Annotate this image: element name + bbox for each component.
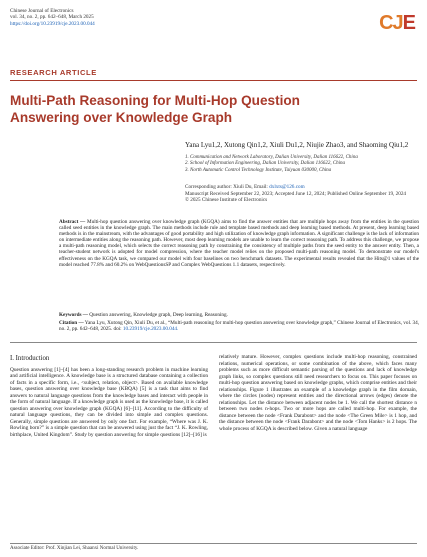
cje-logo: CJE (379, 12, 415, 34)
affiliation-1: 1. Communication and Network Laboratory, Dalian University, Dalian 116622, China (185, 155, 358, 160)
article-type: RESEARCH ARTICLE (10, 68, 97, 77)
abstract (59, 219, 419, 268)
citation-text: Yana Lyu, Xutong Qin, Xiuli Du, et al., “Multi-path reasoning for multi-hop question answering over knowledge graph,” Chinese Journal of Electronics, vol. 34, no. 2, pp. 642–648, 2025. doi: (59, 320, 419, 333)
citation-label: Citation — (59, 320, 84, 326)
abstract-label: Abstract — (59, 219, 86, 225)
journal-header (10, 8, 310, 27)
journal-name: Chinese Journal of Electronics (10, 8, 74, 14)
paper-title: Multi-Path Reasoning for Multi-Hop Question Answering over Knowledge Graph (10, 93, 300, 125)
associate-editor-note: Associate Editor: Prof. Xinjian Lei, Shaanxi Normal University. (10, 546, 139, 551)
citation-doi[interactable]: 10.23919/cje.2023.00.044. (122, 326, 179, 333)
author-email[interactable]: dxlxts@126.com (269, 184, 305, 190)
affiliation-3: 3. North Automatic Control Technology Institute, Taiyuan 030000, China (185, 167, 332, 173)
footer-divider (10, 543, 417, 544)
corresponding-author: Corresponding author: Xiuli Du, Email: dxlxts@126.com (185, 184, 305, 190)
doi-link[interactable]: https://doi.org/10.23919/cje.2023.00.044 (10, 20, 95, 27)
intro-paragraph-left: Question answering [1]–[4] has been a long-standing research problem in machine learning and artificial intelligence. A knowledge base is a structured database containing a collection of facts in a specific form, i.e., <subject, relation, object>. Based on available knowledge bases, question answering over knowledge base (KBQA) [5] is a task that aims to find answers to natural language questions from the knowledge bases and interact with people in the form of natural language. If a knowledge graph is used as the knowledge base, it is called question answering over knowledge graph (KGQA) [6]–[11]. According to the difficulty of natural language questions, they can be divided into simple and complex questions. Generally, simple questions are answered by only one fact. For example, “Where was J. K. Rowling born?” is a simple question that can be answered using just the fact “J. K. Rowling, birthplace, United Kingdom”. Study by question answering for simple questions [12]–[16] is (10, 366, 208, 439)
correspondence-block (185, 184, 425, 204)
keywords-text: Question answering, Knowledge graph, Deep learning, Reasoning. (89, 312, 228, 318)
section-title: I. Introduction (10, 355, 50, 362)
copyright: © 2025 Chinese Institute of Electronics (185, 197, 268, 203)
volume-line: vol. 34, no. 2, pp. 642–648, March 2025 (10, 14, 94, 21)
keywords (59, 312, 419, 318)
affiliation-2: 2. School of Information Engineering, Dalian University, Dalian 116622, China (185, 161, 346, 167)
header-divider (10, 80, 417, 81)
affiliations (185, 155, 420, 174)
manuscript-dates: Manuscript Received September 22, 2023; Accepted June 12, 2024; Published Online September 19, 2024 (185, 190, 407, 197)
intro-paragraph-right: relatively mature. However, complex questions include multi-hop reasoning, constrained relations, numerical operations, or some combination of the above, which faces many problems such as more difficult semantic parsing of the questions and lack of knowledge graph links, so complex questions still need researchers to focus on. This paper focuses on multi-hop question answering based on knowledge graphs, which comprise entities and their relationships. Figure 1 illustrates an example of a knowledge graph in the film domain, where the circles (nodes) represent entities and the directional arrows (edges) denote the relationships. Let the distance between adjacent nodes be 1. We call the shortest distance n between two nodes n-hops. Two or more hops are called multi-hop. For example, the distance between the node <Frank Darabont> and the node <The Green Mile> is 1 hop, and the distance between the node <Frank Darabont> and the node <Tom Hanks> is 2 hops. The whole process of KGQA is described below. Given a natural language (219, 354, 417, 433)
keywords-label: Keywords — (59, 312, 88, 318)
column-left (10, 352, 208, 439)
citation (59, 320, 419, 332)
column-right (219, 354, 417, 433)
abstract-divider (10, 342, 417, 343)
abstract-text: Multi-hop question answering over knowledge graph (KGQA) aims to find the answer entities that are multiple hops away from the entities in the question called seed entities in the knowledge graph. The main methods include rule and template based methods and deep learning based methods. At present, deep learning based methods is in the mainstream, with the advantages of good portability and high utilization of knowledge graph information. A significant challenge is the lack of information on intermediate entities along the reasoning path. However, most deep learning models are unable to learn the correct reasoning path. To address this challenge, we propose a multi-path reasoning model, which selects the correct reasoning path by constraining the consistency of multiple paths from the seed entity to the answer entity. Then, a teacher-student network is adopted for model compression, where the teacher model relies on the proposed multi-path reasoning model. To demonstrate our model's effectiveness on the KGQA task, we compared our model with four baselines on two benchmark datasets. The experimental results revealed that the Hits@1 values of the model reached 77.8% and 60.2% on WebQuestionsSP and Complex WebQuestions 1.1 datasets, respectively. (59, 219, 420, 268)
author-list: Yana Lyu1,2, Xutong Qin1,2, Xiuli Du1,2, Niujie Zhao3, and Shaoming Qiu1,2 (185, 141, 409, 149)
